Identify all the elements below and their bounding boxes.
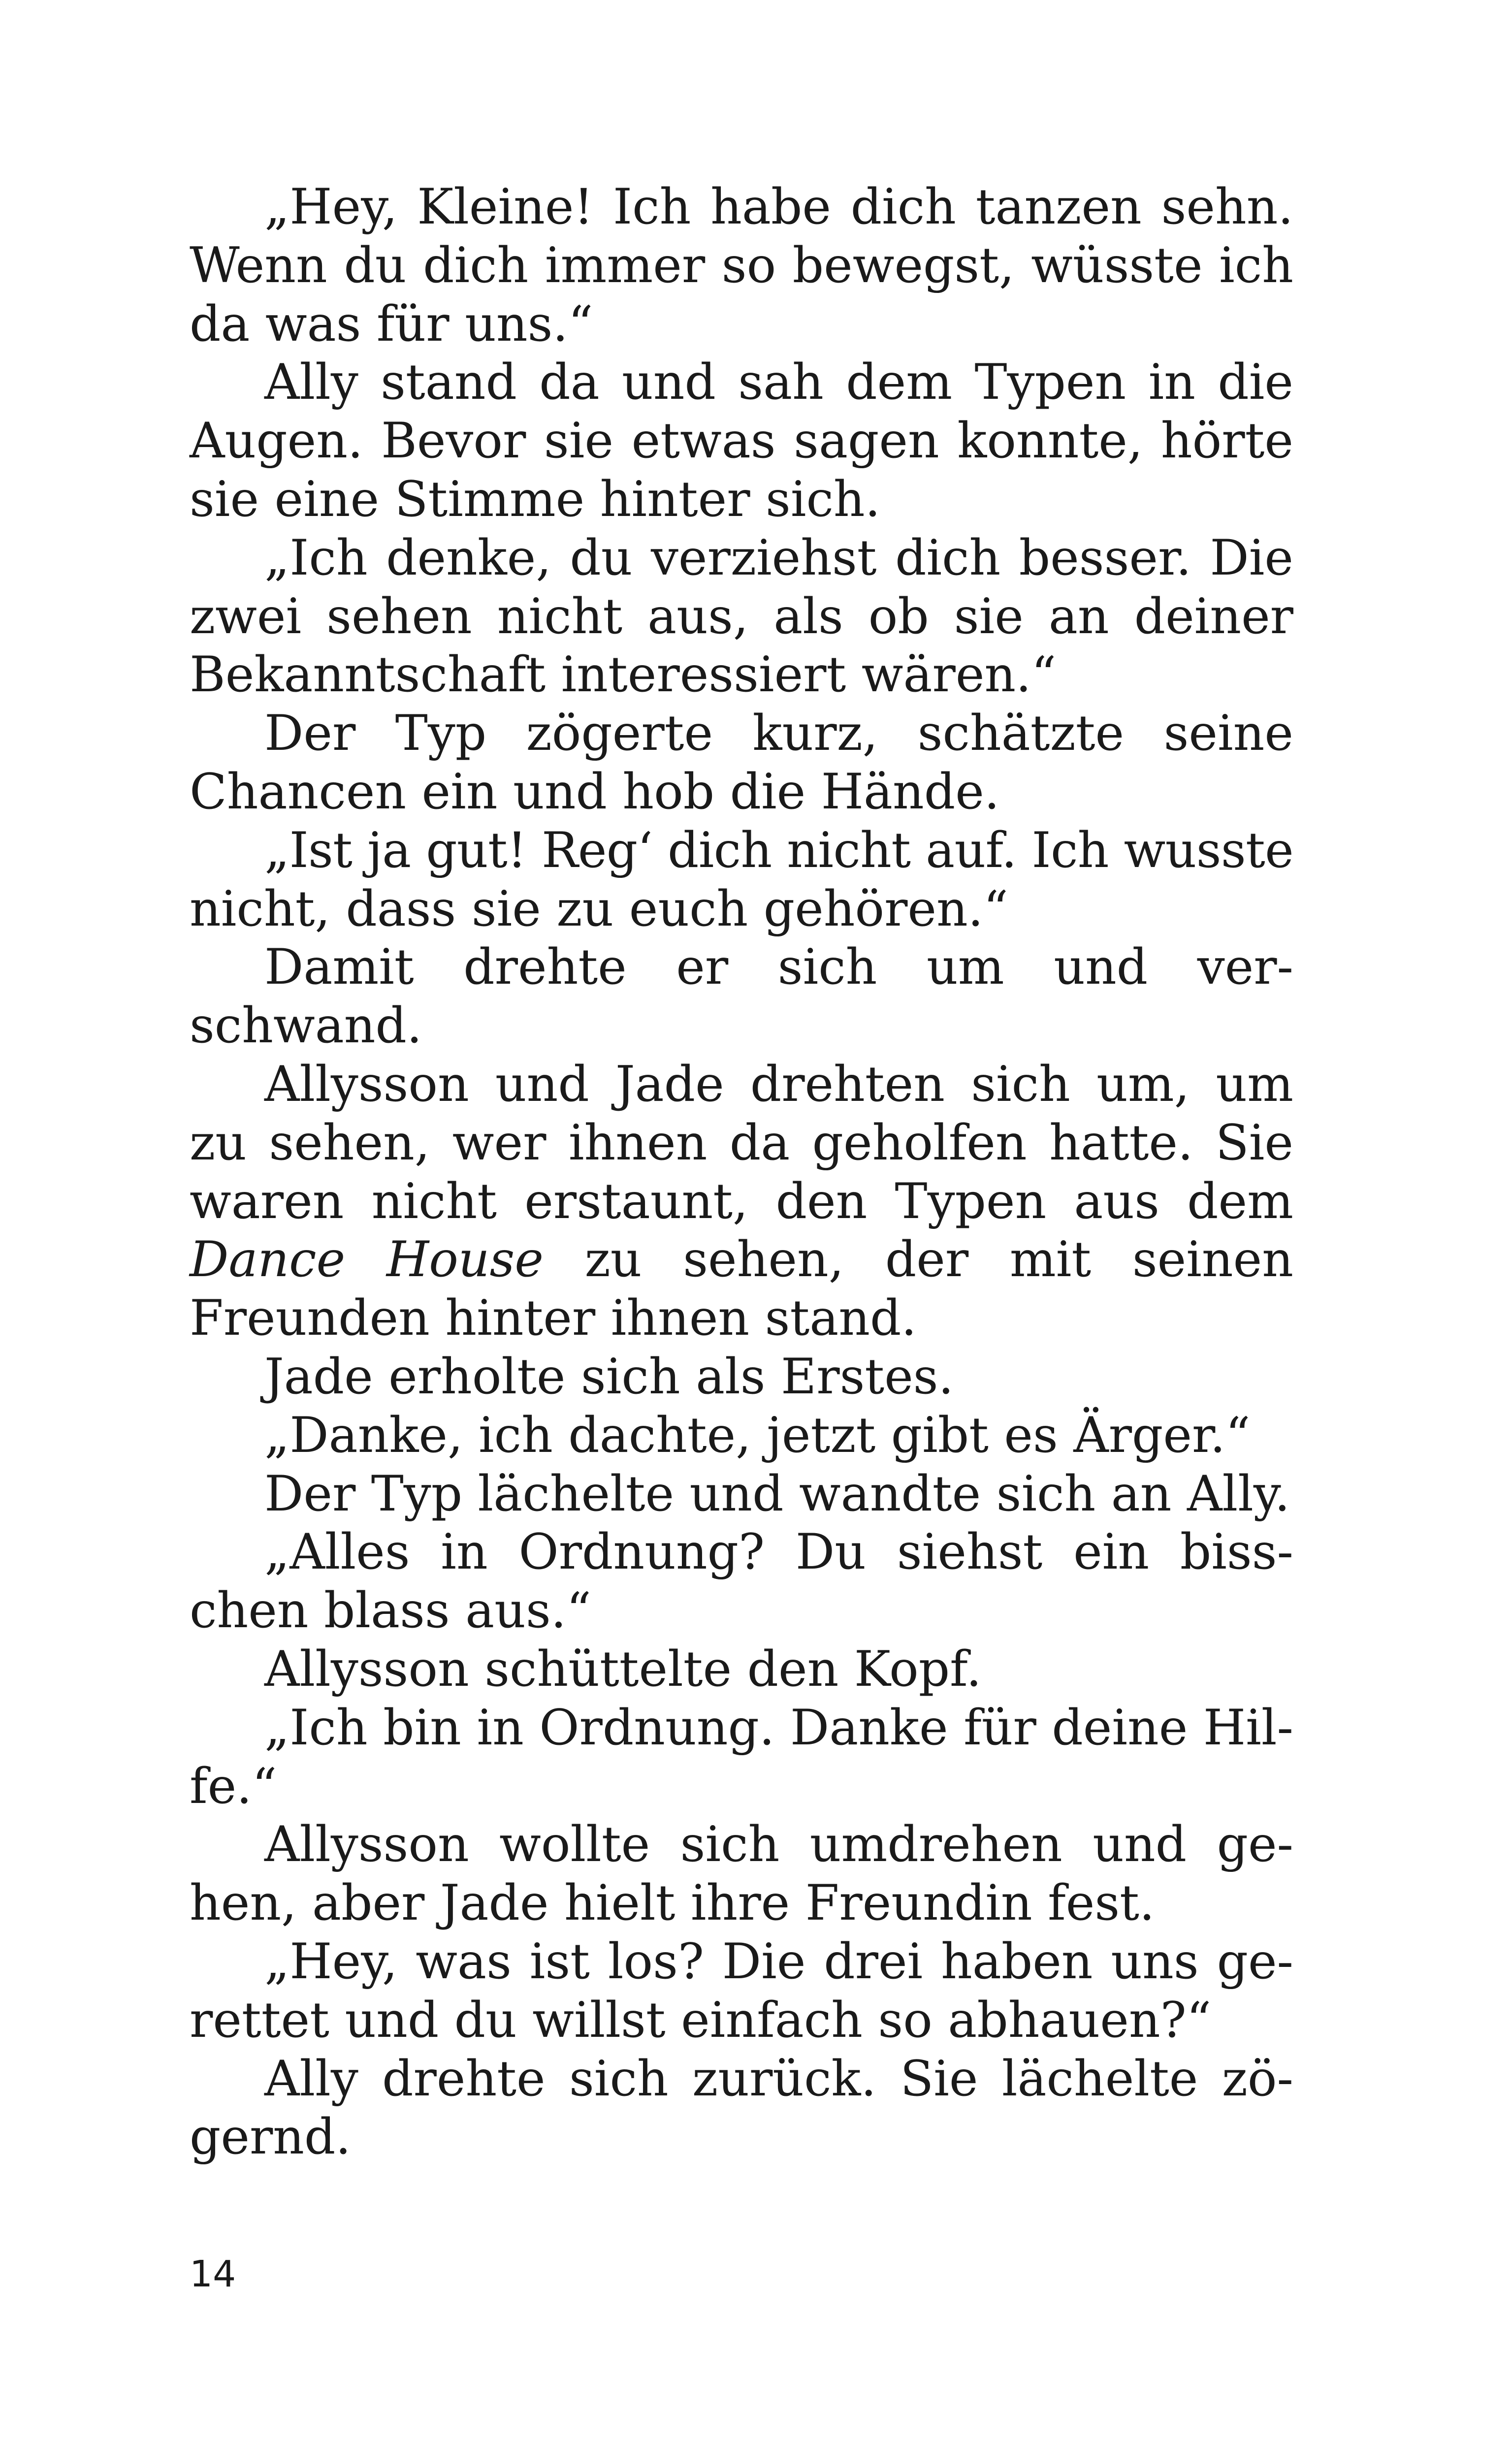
text-line bbox=[190, 938, 1293, 997]
text-line bbox=[190, 1933, 1293, 1992]
line-text: sie eine Stimme hinter sich. bbox=[190, 471, 881, 528]
line-text: Wenn du dich immer so bewegst, wüsste ich bbox=[190, 237, 1293, 294]
text-line bbox=[190, 1640, 1293, 1699]
line-text: rettet und du willst einfach so abhauen?“ bbox=[190, 1992, 1212, 2049]
text-line bbox=[190, 1231, 1293, 1289]
line-text: Bekanntschaft interessiert wären.“ bbox=[190, 646, 1057, 704]
text-line bbox=[190, 1874, 1293, 1933]
line-text: da was für uns.“ bbox=[190, 295, 593, 353]
text-line bbox=[190, 1465, 1293, 1524]
text-line bbox=[190, 1348, 1293, 1407]
line-text: „Danke, ich dachte, jetzt gibt es Ärger.“ bbox=[264, 1407, 1251, 1464]
text-line bbox=[190, 1699, 1293, 1758]
line-text: fe.“ bbox=[190, 1758, 277, 1815]
text-line bbox=[190, 295, 1293, 354]
text-line bbox=[190, 1289, 1293, 1348]
text-line bbox=[190, 1407, 1293, 1465]
line-text: nicht, dass sie zu euch gehören.“ bbox=[190, 880, 1008, 937]
line-text: Chancen ein und hob die Hände. bbox=[190, 763, 1000, 820]
page-number: 14 bbox=[190, 2253, 236, 2295]
text-line bbox=[190, 1816, 1293, 1874]
line-text: „Alles in Ordnung? Du siehst ein biss- bbox=[264, 1524, 1293, 1581]
line-text: gernd. bbox=[190, 2109, 351, 2166]
text-line bbox=[190, 1173, 1293, 1231]
text-line bbox=[190, 997, 1293, 1056]
line-text: „Ich denke, du verziehst dich besser. Die bbox=[264, 529, 1293, 586]
line-text: Der Typ zögerte kurz, schätzte seine bbox=[264, 705, 1293, 762]
text-line bbox=[190, 471, 1293, 529]
text-line bbox=[190, 1992, 1293, 2050]
line-text: „Hey, was ist los? Die drei haben uns ge- bbox=[264, 1933, 1293, 1990]
line-text: waren nicht erstaunt, den Typen aus dem bbox=[190, 1173, 1293, 1230]
text-line bbox=[190, 1523, 1293, 1582]
text-line bbox=[190, 646, 1293, 705]
body-text bbox=[190, 178, 1293, 2167]
line-text: hen, aber Jade hielt ihre Freundin fest. bbox=[190, 1875, 1155, 1932]
line-text: Allysson schüttelte den Kopf. bbox=[264, 1640, 982, 1698]
text-line bbox=[190, 2050, 1293, 2109]
text-line bbox=[190, 763, 1293, 822]
line-text: „Ist ja gut! Reg‘ dich nicht auf. Ich wusste bbox=[264, 822, 1293, 879]
italic-title: Dance House bbox=[190, 1231, 544, 1288]
text-line bbox=[190, 2108, 1293, 2167]
text-line bbox=[190, 1114, 1293, 1173]
line-text: chen blass aus.“ bbox=[190, 1582, 591, 1639]
text-line bbox=[190, 354, 1293, 412]
line-text: Damit drehte er sich um und ver- bbox=[264, 939, 1293, 996]
line-text: Der Typ lächelte und wandte sich an Ally. bbox=[264, 1465, 1290, 1522]
line-text: Jade erholte sich als Erstes. bbox=[264, 1348, 954, 1405]
text-line bbox=[190, 588, 1293, 646]
line-text: Allysson und Jade drehten sich um, um bbox=[264, 1056, 1293, 1113]
line-text: zu sehen, wer ihnen da geholfen hatte. Sie bbox=[190, 1114, 1293, 1171]
line-text: „Ich bin in Ordnung. Danke für deine Hil- bbox=[264, 1699, 1293, 1756]
text-line bbox=[190, 880, 1293, 939]
line-text: „Hey, Kleine! Ich habe dich tanzen sehn. bbox=[264, 179, 1293, 235]
text-line bbox=[190, 1758, 1293, 1816]
line-text: Ally drehte sich zurück. Sie lächelte zö- bbox=[264, 2050, 1293, 2107]
text-line bbox=[190, 822, 1293, 880]
line-text: Allysson wollte sich umdrehen und ge- bbox=[264, 1816, 1293, 1873]
text-line bbox=[190, 412, 1293, 471]
text-line bbox=[190, 1056, 1293, 1114]
text-line bbox=[190, 705, 1293, 763]
line-text: Freunden hinter ihnen stand. bbox=[190, 1290, 917, 1347]
text-line bbox=[190, 178, 1293, 237]
line-text: Augen. Bevor sie etwas sagen konnte, hörte bbox=[190, 413, 1293, 470]
line-text: zwei sehen nicht aus, als ob sie an deiner bbox=[190, 588, 1293, 645]
text-line bbox=[190, 237, 1293, 295]
text-line bbox=[190, 1582, 1293, 1640]
line-text: schwand. bbox=[190, 997, 422, 1055]
line-text: Ally stand da und sah dem Typen in die bbox=[264, 354, 1293, 411]
line-text: zu sehen, der mit seinen bbox=[543, 1231, 1293, 1288]
text-line bbox=[190, 529, 1293, 588]
